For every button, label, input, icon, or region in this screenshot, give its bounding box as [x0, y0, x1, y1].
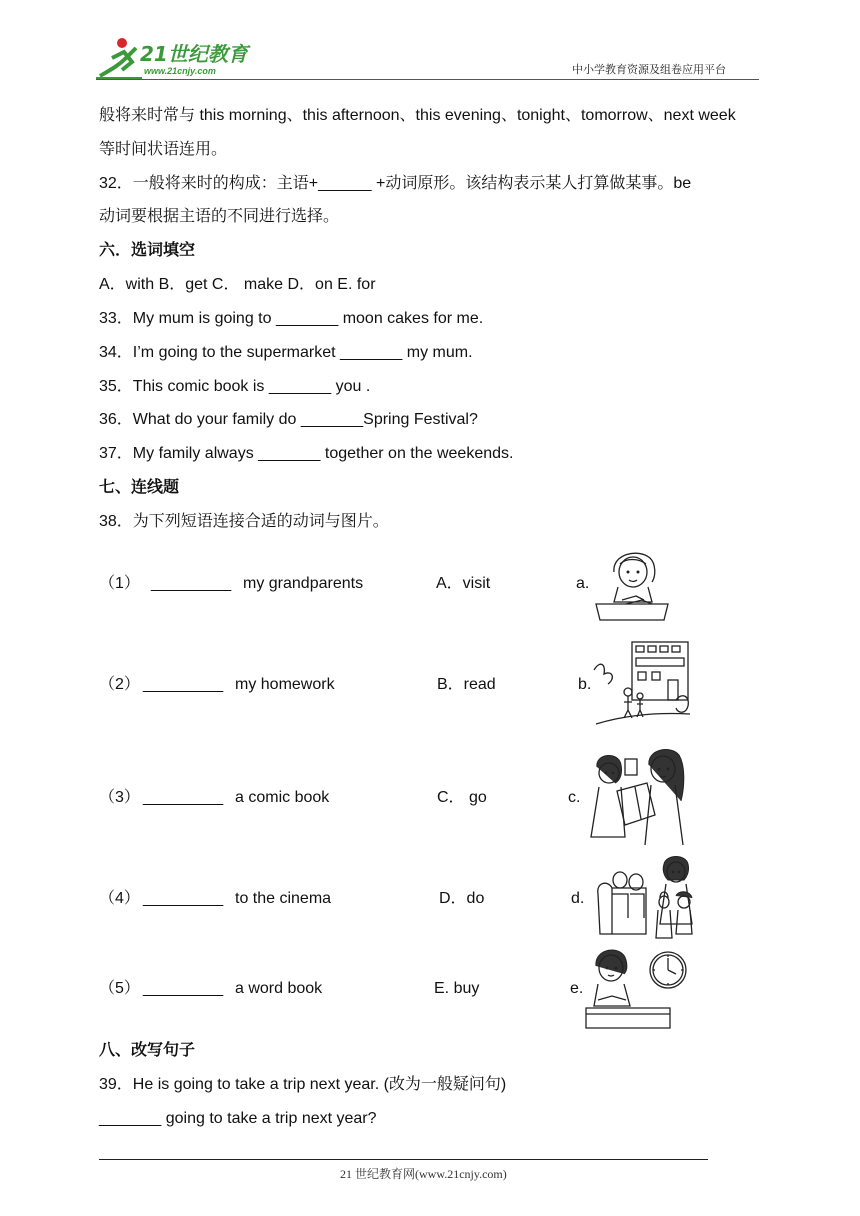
section-7-title: 七、连线题: [99, 479, 180, 496]
question-38: 38．为下列短语连接合适的动词与图片。: [99, 513, 389, 530]
question-36: 36．What do your family do _______Spring Festival?: [99, 411, 478, 428]
girl-and-mother-reading-picture: [585, 745, 695, 850]
match-row-1-verb: A．visit: [436, 575, 491, 592]
q32-suffix: +动词原形。该结构表示某人打算做某事。be: [371, 175, 692, 192]
match-row-1-phrase: my grandparents: [243, 575, 364, 592]
match-row-4-verb: D．do: [439, 890, 485, 907]
question-32: [99, 174, 691, 194]
match-row-2-verb: B．read: [437, 676, 496, 693]
match-row-3-blank: _________: [143, 789, 224, 806]
match-row-4-blank: _________: [143, 890, 224, 907]
match-row-5-verb: E. buy: [434, 980, 480, 997]
boy-reading-with-clock-picture: [584, 944, 690, 1030]
intro-line-2: 等时间状语连用。: [99, 141, 228, 158]
question-37: 37．My family always _______ together on the weekends.: [99, 445, 514, 462]
match-row-1-pic-label: a.: [576, 575, 590, 592]
q32-blank: ______: [318, 175, 372, 192]
match-row-4-phrase: to the cinema: [235, 890, 332, 907]
match-row-5-blank: _________: [143, 980, 224, 997]
match-row-4-num: （4）: [99, 890, 140, 907]
question-35: 35．This comic book is _______ you .: [99, 378, 371, 395]
school-building-picture: [592, 640, 692, 730]
match-row-5-num: （5）: [99, 980, 140, 997]
header-rule: [96, 79, 759, 80]
question-32-line-2: 动词要根据主语的不同进行选择。: [99, 208, 340, 225]
match-row-3-verb: C． go: [437, 789, 487, 806]
family-with-grandparents-picture: [594, 854, 706, 940]
word-options: A．with B．get C． make D．on E. for: [99, 276, 376, 293]
footer-rule: [99, 1159, 708, 1160]
question-34: 34．I’m going to the supermarket _______ my mum.: [99, 344, 473, 361]
match-row-2-blank: _________: [143, 676, 224, 693]
match-row-3-phrase: a comic book: [235, 789, 330, 806]
question-33: 33．My mum is going to _______ moon cakes for me.: [99, 310, 484, 327]
match-row-2-num: （2）: [99, 676, 140, 693]
section-6-title: 六．选词填空: [99, 242, 196, 259]
logo-url: www.21cnjy.com: [144, 66, 216, 76]
match-row-1-num: （1）: [99, 575, 140, 592]
match-row-1-blank: _________: [151, 575, 232, 592]
girl-doing-homework-picture: [592, 542, 672, 622]
match-row-3-pic-label: c.: [568, 789, 581, 806]
q32-prefix: 32．一般将来时的构成：主语+: [99, 175, 319, 192]
match-row-2-pic-label: b.: [578, 676, 592, 693]
match-row-2-phrase: my homework: [235, 676, 335, 693]
logo: [92, 36, 262, 80]
match-row-5-phrase: a word book: [235, 980, 323, 997]
match-row-5-pic-label: e.: [570, 980, 584, 997]
question-39: 39．He is going to take a trip next year. (改为一般疑问句): [99, 1076, 507, 1093]
intro-line-1: 般将来时常与 this morning、this afternoon、this evening、tonight、tomorrow、next week: [99, 107, 736, 124]
question-39-answer-line: _______ going to take a trip next year?: [99, 1110, 377, 1127]
header-platform-text: 中小学教育资源及组卷应用平台: [572, 63, 726, 76]
section-8-title: 八、改写句子: [99, 1042, 196, 1059]
logo-text: 21世纪教育: [140, 42, 248, 66]
footer-text: 21 世纪教育网(www.21cnjy.com): [340, 1167, 507, 1181]
match-row-3-num: （3）: [99, 789, 140, 806]
match-row-4-pic-label: d.: [571, 890, 585, 907]
